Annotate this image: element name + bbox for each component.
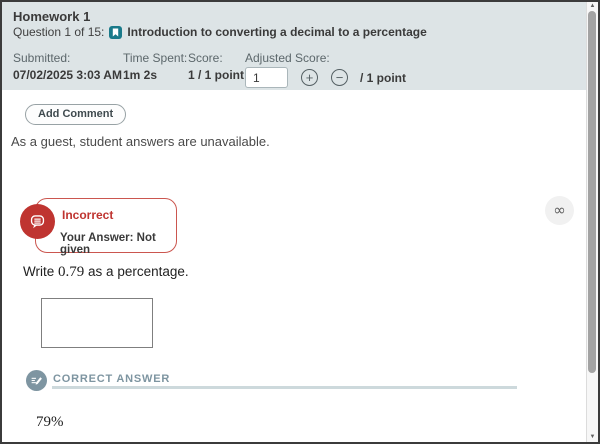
time-spent-meta [123,51,187,82]
correct-answer-value: 79% [36,414,64,430]
adjusted-score-input[interactable] [245,67,288,88]
score-meta [188,51,244,82]
question-prompt-after: as a percentage. [88,264,189,279]
increase-score-button[interactable] [301,69,318,86]
question-title: Introduction to converting a decimal to a percentage [127,25,427,39]
your-answer-text: Your Answer: Not given [60,232,156,256]
question-math-value: 0.79 [58,264,85,280]
add-comment-button[interactable]: Add Comment [25,104,126,125]
score-label: Score: [188,51,223,65]
student-answer-box [41,298,153,348]
scrollbar-thumb[interactable] [588,11,596,373]
submitted-label: Submitted: [13,51,71,65]
question-header [2,2,586,90]
correct-answer-heading: CORRECT ANSWER [53,373,171,385]
adjusted-score-label: Adjusted Score: [245,51,330,65]
decrease-score-button[interactable] [331,69,348,86]
time-spent-value: 1m 2s [123,68,158,82]
submitted-value: 07/02/2025 3:03 AM [13,68,122,82]
adjusted-score-controls [245,67,406,88]
incorrect-feedback-icon [20,204,55,239]
infinity-icon[interactable]: ∞ [545,196,574,225]
question-prompt [23,264,189,281]
guest-notice-text: As a guest, student answers are unavailable. [11,134,270,149]
submitted-meta [13,51,122,82]
assignment-title: Homework 1 [13,9,91,24]
adjusted-score-suffix: / 1 point [360,70,406,85]
bookmark-icon [109,26,122,39]
question-info-row [13,25,427,39]
score-value: 1 / 1 point [188,68,245,82]
result-card [35,198,177,256]
minus-circle-icon: − [335,69,344,85]
adjusted-score-meta [245,51,406,88]
correct-answer-pencil-icon [26,370,47,391]
scroll-down-icon[interactable]: ▼ [587,433,598,442]
result-status-label: Incorrect [62,208,114,222]
time-spent-label: Time Spent: [123,51,188,65]
vertical-scrollbar [586,2,598,442]
question-prompt-before: Write [23,264,55,279]
question-position: Question 1 of 15: [13,25,105,39]
correct-answer-divider [52,386,517,389]
scroll-up-icon[interactable]: ▲ [587,2,598,11]
plus-circle-icon: + [305,69,314,85]
